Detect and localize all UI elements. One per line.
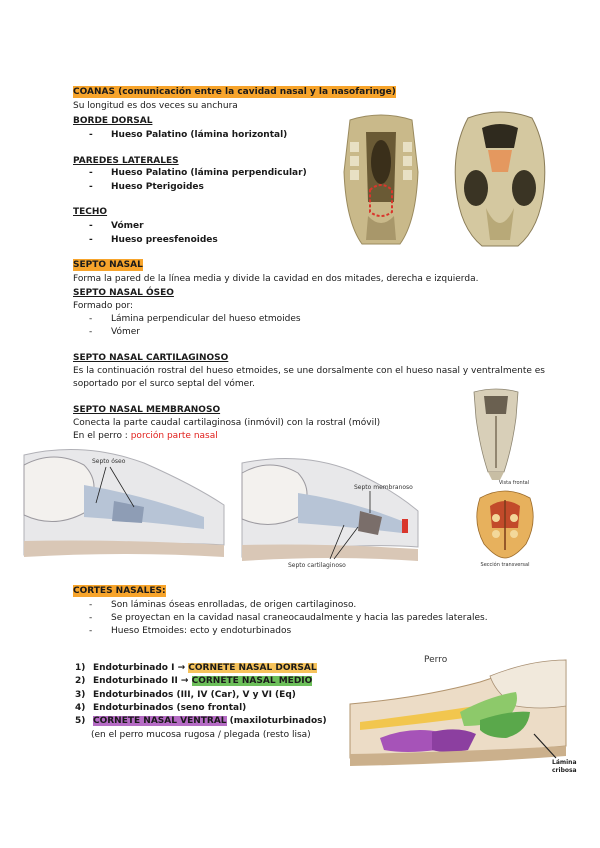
list-item: - Se proyectan en la cavidad nasal craneocaudalmente y hacia las paredes laterales.	[89, 613, 488, 623]
vista-frontal-caption: Vista frontal	[498, 480, 530, 486]
turbinado-item-1: 1) Endoturbinado I → CORNETE NASAL DORSAL	[75, 663, 317, 673]
septo-cartilaginoso-label: Septo cartilaginoso	[288, 562, 346, 569]
techo-heading: TECHO	[73, 207, 108, 217]
lamina-cribosa-label-1: Lámina	[552, 759, 577, 766]
cortes-title: CORTES NASALES:	[73, 586, 166, 596]
perro-cornetes-diagram	[340, 646, 580, 776]
septo-membranoso-diagram	[242, 455, 418, 573]
coanas-intro: Su longitud es dos veces su anchura	[73, 101, 238, 111]
list-item: - Lámina perpendicular del hueso etmoides	[89, 314, 301, 324]
septo-cartilaginoso-line1: Es la continuación rostral del hueso etmoides, se une dorsalmente con el hueso nasal y ventralmente es	[73, 366, 545, 376]
septo-oseo-label: Septo óseo	[92, 458, 126, 465]
list-item: - Hueso Etmoides: ecto y endoturbinados	[89, 626, 292, 636]
lamina-cribosa-label-2: cribosa	[552, 767, 577, 774]
list-item: - Hueso preesfenoides	[89, 235, 218, 245]
septo-membranoso-label: Septo membranoso	[354, 484, 413, 491]
turbinado-note: (en el perro mucosa rugosa / plegada (resto lisa)	[91, 730, 311, 740]
list-item: - Vómer	[89, 327, 140, 337]
seccion-transversal-caption: Sección transversal	[480, 562, 530, 568]
skull-frontal-view-image	[466, 388, 530, 486]
coanas-title: COANAS (comunicación entre la cavidad nasal y la nasofaringe)	[73, 87, 396, 97]
perro-label: Perro	[424, 655, 448, 665]
list-item: - Son láminas óseas enrolladas, de origen cartilaginoso.	[89, 600, 357, 610]
turbinado-item-5: 5) CORNETE NASAL VENTRAL (maxiloturbinados)	[75, 716, 327, 726]
septo-membranoso-heading: SEPTO NASAL MEMBRANOSO	[73, 405, 221, 415]
septo-membranoso-line2: En el perro : porción parte nasal	[73, 431, 218, 441]
turbinado-item-2: 2) Endoturbinado II → CORNETE NASAL MEDIO	[75, 676, 313, 686]
septo-title: SEPTO NASAL	[73, 260, 143, 270]
list-item: - Hueso Pterigoides	[89, 182, 204, 192]
borde-dorsal-heading: BORDE DORSAL	[73, 116, 153, 126]
list-item: - Vómer	[89, 221, 144, 231]
skull-ventral-image-2	[448, 108, 552, 250]
septo-cartilaginoso-heading: SEPTO NASAL CARTILAGINOSO	[73, 353, 229, 363]
septo-oseo-heading: SEPTO NASAL ÓSEO	[73, 288, 174, 298]
list-item: - Hueso Palatino (lámina horizontal)	[89, 130, 288, 140]
septo-oseo-lead: Formado por:	[73, 301, 134, 311]
septo-intro: Forma la pared de la línea media y divide la cavidad en dos mitades, derecha e izquierda.	[73, 274, 479, 284]
turbinado-item-4: 4) Endoturbinados (seno frontal)	[75, 703, 247, 713]
paredes-heading: PAREDES LATERALES	[73, 156, 179, 166]
list-item: - Hueso Palatino (lámina perpendicular)	[89, 168, 307, 178]
turbinado-item-3: 3) Endoturbinados (III, IV (Car), V y VI (Eq)	[75, 690, 296, 700]
septo-oseo-diagram	[24, 445, 224, 565]
septo-cartilaginoso-line2: soportado por el surco septal del vómer.	[73, 379, 255, 389]
skull-cross-section-image	[470, 488, 540, 568]
skull-ventral-image	[338, 112, 424, 248]
septo-membranoso-line1: Conecta la parte caudal cartilaginosa (inmóvil) con la rostral (móvil)	[73, 418, 381, 428]
